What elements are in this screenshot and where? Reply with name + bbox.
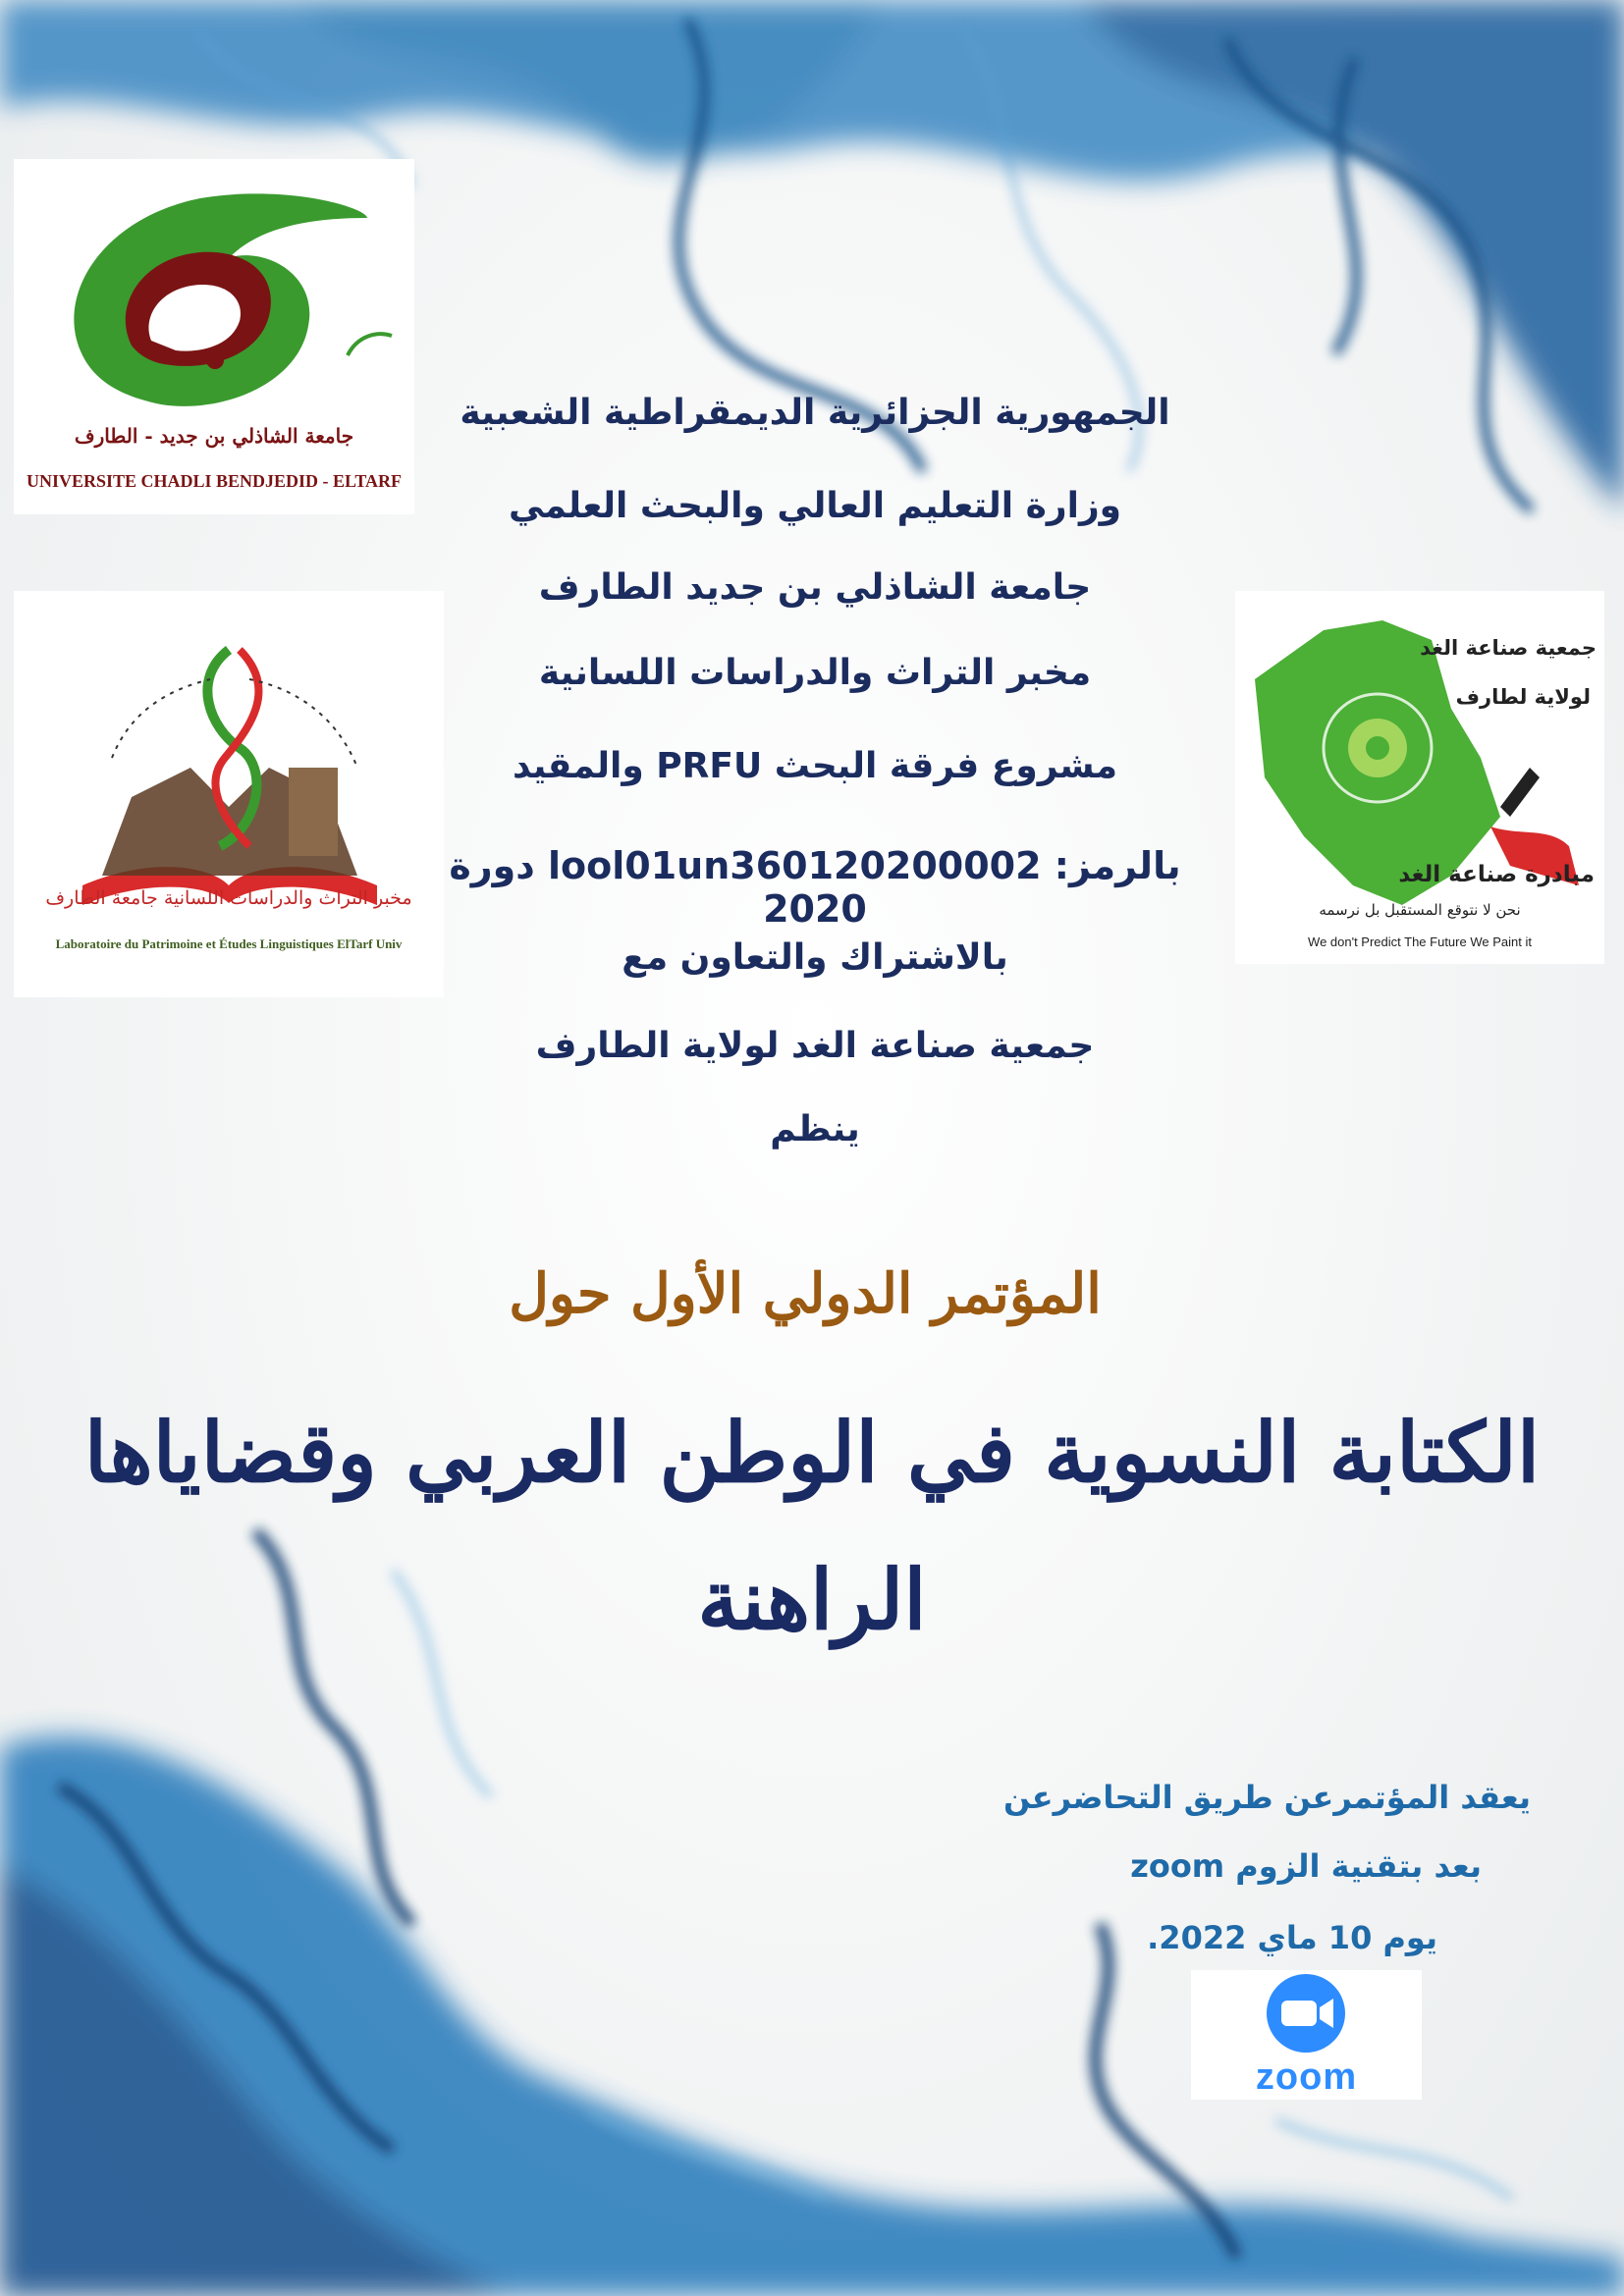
association-name-line1: جمعية صناعة الغد	[1420, 636, 1597, 660]
university-name-arabic: جامعة الشاذلي بن جديد - الطارف	[74, 424, 354, 448]
header-line-partnership: بالاشتراك والتعاون مع	[622, 937, 1008, 978]
info-line-zoom: بعد بتقنية الزوم zoom	[1130, 1847, 1482, 1885]
zoom-logo-text: zoom	[1255, 2056, 1358, 2098]
university-name-french: UNIVERSITE CHADLI BENDJEDID - ELTARF	[26, 471, 403, 491]
conference-title-line2: الراهنة	[697, 1551, 927, 1648]
conference-subtitle: المؤتمر الدولي الأول حول	[509, 1261, 1102, 1326]
info-line-date: يوم 10 ماي 2022.	[1147, 1919, 1437, 1956]
info-line-remote: يعقد المؤتمرعن طريق التحاضرعن	[1002, 1779, 1531, 1816]
association-initiative: مبادرة صناعة الغد	[1398, 862, 1595, 887]
university-logo	[14, 159, 414, 514]
association-slogan-arabic: نحن لا نتوقع المستقبل بل نرسمه	[1319, 901, 1521, 919]
laboratory-name-french: Laboratoire du Patrimoine et Études Linguistiques ElTarf Univ	[55, 936, 403, 951]
conference-title-line1: الكتابة النسوية في الوطن العربي وقضاياها	[83, 1404, 1541, 1501]
header-line-organizes: ينظم	[770, 1109, 860, 1149]
header-line-republic: الجمهورية الجزائرية الديمقراطية الشعبية	[460, 393, 1170, 433]
association-logo	[1235, 591, 1604, 964]
header-line-association: جمعية صناعة الغد لولاية الطارف	[535, 1026, 1095, 1066]
laboratory-name-arabic: مخبر التراث والدراسات اللسانية جامعة الطارف	[45, 887, 412, 909]
header-line-laboratory: مخبر التراث والدراسات اللسانية	[538, 653, 1092, 693]
zoom-logo	[1191, 1970, 1422, 2100]
header-line-ministry: وزارة التعليم العالي والبحث العلمي	[508, 486, 1122, 526]
association-slogan-english: We don't Predict The Future We Paint it	[1308, 934, 1532, 949]
header-line-project: مشروع فرقة البحث PRFU والمقيد	[512, 746, 1118, 786]
association-name-line2: لولاية لطارف	[1455, 685, 1591, 709]
header-line-code: بالرمز: lool01un360120200002 دورة 2020	[449, 844, 1181, 931]
university-emblem-icon	[14, 159, 414, 514]
header-line-university: جامعة الشاذلي بن جديد الطارف	[538, 567, 1092, 608]
